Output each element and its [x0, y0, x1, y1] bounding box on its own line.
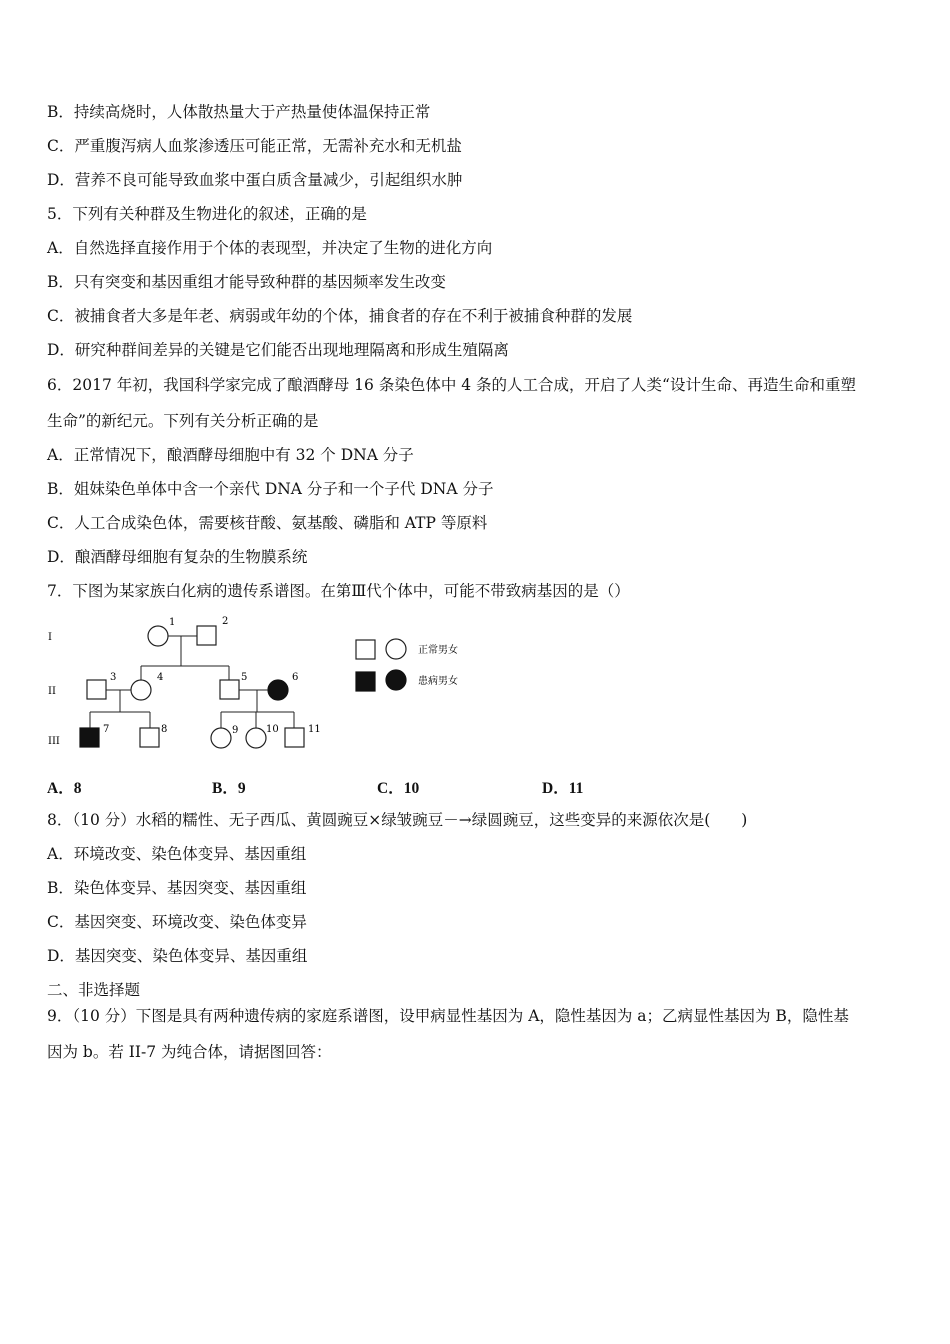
question-5-option-d: D．研究种群间差异的关键是它们能否出现地理隔离和形成生殖隔离 — [47, 341, 509, 359]
question-6-option-d: D．酿酒酵母细胞有复杂的生物膜系统 — [47, 548, 308, 566]
label-10: 10 — [266, 724, 279, 735]
question-7-option-d: D．11 — [542, 780, 584, 797]
question-9-stem-line2: 因为 b。若 II-7 为纯合体，请据图回答： — [47, 1043, 332, 1061]
question-6-option-b: B．姐妹染色单体中含一个亲代 DNA 分子和一个子代 DNA 分子 — [47, 480, 494, 498]
legend-normal-label: 正常男女 — [418, 645, 458, 656]
label-8: 8 — [161, 724, 168, 735]
individual-1-female-normal — [148, 626, 168, 646]
individual-2-male-normal — [197, 626, 216, 645]
label-7: 7 — [103, 724, 110, 735]
label-9: 9 — [232, 725, 239, 736]
d-option-malnutrition: D．营养不良可能导致血浆中蛋白质含量减少，引起组织水肿 — [47, 171, 463, 189]
legend-affected-label: 患病男女 — [418, 676, 458, 687]
label-4: 4 — [157, 672, 164, 683]
question-5-option-c: C．被捕食者大多是年老、病弱或年幼的个体，捕食者的存在不利于被捕食种群的发展 — [47, 307, 633, 325]
individual-4-female-normal — [131, 680, 151, 700]
generation-label-iii: III — [48, 736, 60, 747]
question-7-stem: 7．下图为某家族白化病的遗传系谱图。在第Ⅲ代个体中，可能不带致病基因的是（） — [47, 582, 630, 600]
legend-normal-female-circle — [386, 639, 406, 659]
question-7-option-b: B．9 — [212, 780, 246, 797]
legend-normal-male-square — [356, 640, 375, 659]
question-6-stem-line2: 生命”的新纪元。下列有关分析正确的是 — [47, 412, 319, 430]
individual-11-male-normal — [285, 728, 304, 747]
question-5-stem: 5．下列有关种群及生物进化的叙述，正确的是 — [47, 205, 367, 223]
individual-10-female-normal — [246, 728, 266, 748]
question-8-option-a: A．环境改变、染色体变异、基因重组 — [47, 845, 307, 863]
individual-6-female-affected — [268, 680, 288, 700]
label-6: 6 — [292, 672, 299, 683]
question-6-stem-line1: 6．2017 年初，我国科学家完成了酿酒酵母 16 条染色体中 4 条的人工合成，开启了人类“设计生命、再造生命和重塑 — [47, 376, 856, 394]
individual-3-male-normal — [87, 680, 106, 699]
legend-affected-female-circle — [386, 670, 406, 690]
question-7-option-c: C．10 — [377, 780, 420, 797]
b-option-fever: B．持续高烧时，人体散热量大于产热量使体温保持正常 — [47, 103, 431, 121]
pedigree-legend — [350, 632, 480, 694]
individual-5-male-normal — [220, 680, 239, 699]
question-8-option-c: C．基因突变、环境改变、染色体变异 — [47, 913, 307, 931]
question-8-option-b: B．染色体变异、基因突变、基因重组 — [47, 879, 307, 897]
label-3: 3 — [110, 672, 117, 683]
pedigree-diagram — [40, 610, 330, 760]
c-option-diarrhea: C．严重腹泻病人血浆渗透压可能正常，无需补充水和无机盐 — [47, 137, 462, 155]
question-8-option-d: D．基因突变、染色体变异、基因重组 — [47, 947, 308, 965]
legend-affected-male-square — [356, 672, 375, 691]
question-7-option-a: A．8 — [47, 780, 82, 797]
individual-8-male-normal — [140, 728, 159, 747]
label-1: 1 — [169, 617, 176, 628]
label-2: 2 — [222, 616, 229, 627]
question-6-option-a: A．正常情况下，酿酒酵母细胞中有 32 个 DNA 分子 — [47, 446, 414, 464]
label-5: 5 — [241, 672, 248, 683]
individual-9-female-normal — [211, 728, 231, 748]
question-8-stem: 8．（10 分）水稻的糯性、无子西瓜、黄圆豌豆×绿皱豌豆－→绿圆豌豆，这些变异的来源依次是( ) — [47, 811, 748, 829]
question-5-option-a: A．自然选择直接作用于个体的表现型，并决定了生物的进化方向 — [47, 239, 493, 257]
section-heading-nonchoice: 二、非选择题 — [47, 981, 141, 999]
question-9-stem-line1: 9．（10 分）下图是具有两种遗传病的家庭系谱图，设甲病显性基因为 A，隐性基因为 a；乙病显性基因为 B，隐性基 — [47, 1007, 849, 1025]
label-11: 11 — [308, 724, 321, 735]
question-6-option-c: C．人工合成染色体，需要核苷酸、氨基酸、磷脂和 ATP 等原料 — [47, 514, 488, 532]
question-5-option-b: B．只有突变和基因重组才能导致种群的基因频率发生改变 — [47, 273, 446, 291]
individual-7-male-affected — [80, 728, 99, 747]
generation-label-i: I — [48, 632, 52, 643]
generation-label-ii: II — [48, 686, 56, 697]
